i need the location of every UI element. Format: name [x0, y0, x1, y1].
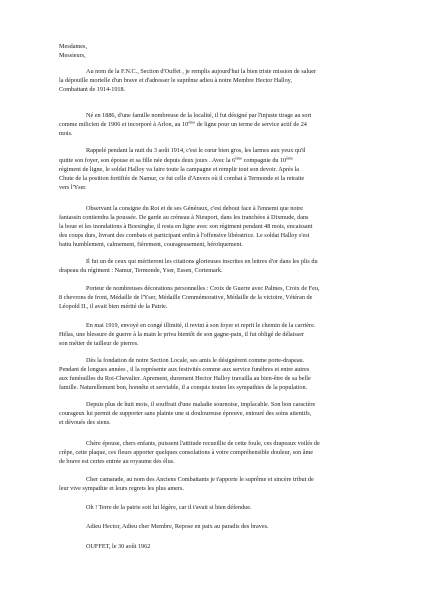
text-line: drapeau du régiment : Namur, Termonde, Yser, Essen, Cortemark.	[59, 267, 223, 274]
text-line: fantassin contiendra la poussée. De garde au créneau à Nieuport, dans les tranchées à Dixmude, dans	[59, 214, 309, 221]
text-line: Rappelé pendant la nuit du 3 août 1914, c'est le cœur bien gros, les larmes aux yeux qu'il	[86, 147, 306, 154]
text-line: la dépouille mortelle d'un brave et d'adresser le suprême adieu à notre Membre Hector Halloy,	[59, 77, 292, 84]
text-line: son métier de tailleur de pierres.	[59, 340, 139, 347]
text-line: et dévoués des siens.	[59, 419, 111, 426]
text-line: Observant la consigne du Roi et de ses Généraux, c'est debout face à l'ennemi que notre	[86, 205, 303, 212]
text-line: quitte son foyer, son épouse et sa fille née depuis deux jours . Avec la 6ème compagnie du 10ème	[59, 155, 294, 164]
text-line: aux funérailles du Roi-Chevalier. Aprement, durement Hector Halloy travailla au bien-être de sa belle	[59, 375, 311, 382]
text-line: Léopold II., il avait bien mérité de la Patrie.	[59, 303, 168, 310]
text-line: de brave est certes entrée au royaume des élus.	[59, 458, 175, 465]
text-line: mois.	[59, 130, 73, 137]
text-line: leur vive sympathie et leurs regrets les plus amers.	[59, 485, 184, 492]
text-line: En mai 1919, envoyé en congé illimité, il revint à son foyer et reprit le chemin de la carrière.	[86, 322, 316, 329]
text-line: Combattant de 1914-1918.	[59, 86, 126, 93]
text-line: Adieu Hector, Adieu cher Membre, Repose en paix au paradis des braves.	[86, 523, 269, 530]
text-line: vers l'Yser.	[59, 184, 87, 191]
salutation-line: Mesdames,	[59, 43, 88, 50]
text-line: battu humblement, calmement, fièrement, courageusement, héroïquement.	[59, 241, 243, 248]
text-line: Depuis plus de huit mois, il souffrait d'une maladie sournoise, implacable. Son bon caractère	[86, 401, 316, 408]
text-line: crêpe, cette plaque, ces fleurs apporter quelques consolations à votre compréhensible douleur, son âme	[59, 449, 314, 456]
text-line: famille. Naturellement bon, honnête et serviable, il a conquis toutes les sympathies de la population.	[59, 384, 308, 391]
text-line: Né en 1886, d'une famille nombreuse de la localité, il fut désigné par l'injuste tirage au sort	[86, 112, 312, 119]
text-line: Au nom de la F.N.C., Section d'Ouffet , je remplis aujourd'hui la bien triste mission de saluer	[86, 68, 317, 75]
text-line: 8 chevrons de front, Médaille de l'Yser, Médaille Commémorative, Médaille de la victoire, Vétéran de	[59, 294, 313, 301]
text-line: comme milicien de 1906 et incorporé à Arlon, au 10ème de ligne pour un terme de service actif de 24	[59, 119, 307, 128]
text-line: Oh ! Terre de la patrie soit lui légère, car il t'avait si bien défendue.	[86, 504, 252, 511]
text-line: des coups durs, livrant des combats et participant enfin à l'offensive libératrice. Le soldat Halloy s'est	[59, 232, 310, 239]
text-line: régiment de ligne, le soldat Halloy va faire toute la campagne et remplir tout son devoir. Après la	[59, 166, 300, 173]
text-line: Chute de la position fortifiée de Namur, ce fut celle d'Anvers où il combat à Termonde et la retraite	[59, 175, 305, 182]
text-line: Chère épouse, chers enfants, puissent l'attitude recueillie de cette foule, ces drapeaux voilés de	[86, 440, 320, 447]
text-line: la boue et les inondations à Boesinghe, il resta en ligne avec son régiment pendant 48 mois, encaissant	[59, 223, 313, 230]
text-line: courageux lui permit de supporter sans plainte une si douloureuse épreuve, entouré des soins attentifs,	[59, 410, 312, 417]
signoff-line: OUFFET, le 30 août 1962	[86, 543, 151, 550]
text-line: Pendant de longues années , il la représente aux festivités comme aux service funèbres et entre autres	[59, 366, 310, 373]
text-line: Porteur de nombreuses décorations personnelles : Croix de Guerre avec Palmes, Croix de Feu,	[86, 285, 320, 292]
text-line: Dès la fondation de notre Section Locale, ses amis le désignèrent comme porte-drapeau.	[86, 357, 305, 364]
salutation-line: Messieurs,	[59, 52, 86, 59]
text-line: Il fut un de ceux qui mériteront les citations glorieuses inscrites en lettres d'or dans les plis du	[86, 258, 318, 265]
text-line: Cher camarade, au nom des Anciens Combattants je t'apporte le suprême et sincère tribut de	[86, 476, 314, 483]
text-line: Hélas, une blessure de guerre à la main le priva bientôt de son gagne-pain, il fut obligé de délaisser	[59, 331, 305, 338]
